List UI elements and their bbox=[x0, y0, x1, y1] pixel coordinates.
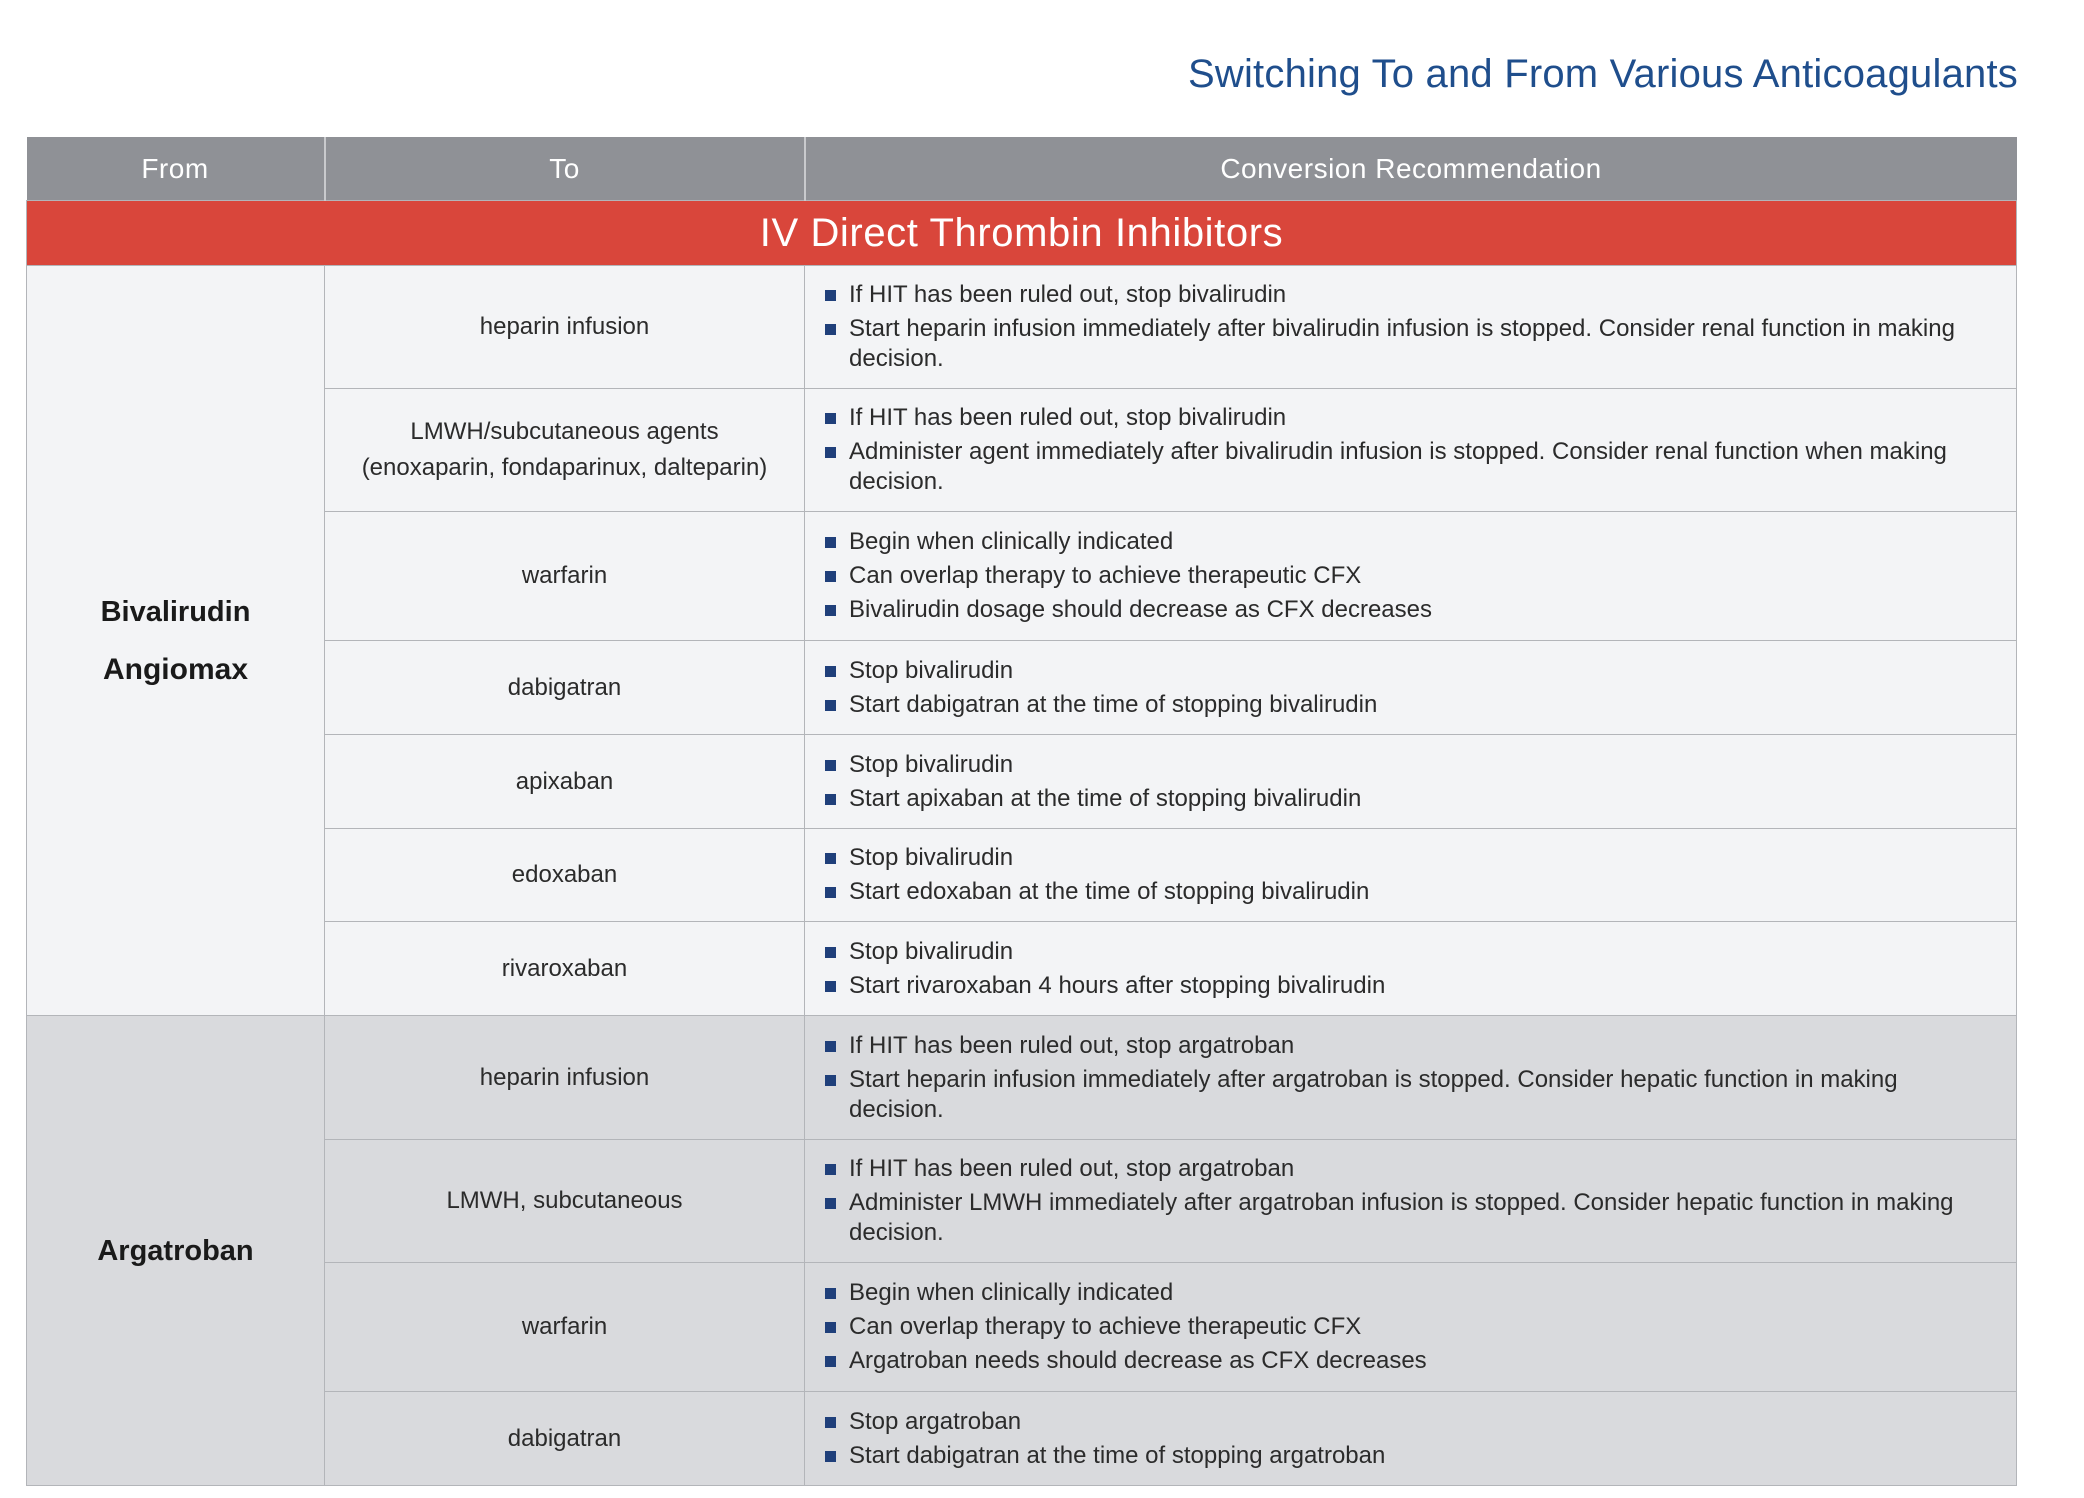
from-drug-cell bbox=[27, 266, 325, 1016]
conversion-table-wrapper bbox=[26, 137, 2016, 1486]
square-bullet-icon bbox=[825, 413, 836, 424]
square-bullet-icon bbox=[825, 1322, 836, 1333]
to-drug-cell bbox=[325, 1392, 805, 1486]
square-bullet-icon bbox=[825, 981, 836, 992]
to-drug-cell bbox=[325, 266, 805, 389]
recommendation-cell bbox=[805, 389, 2017, 512]
table-row bbox=[27, 1140, 2017, 1263]
section-title: IV Direct Thrombin Inhibitors bbox=[27, 201, 2017, 266]
recommendation-text: If HIT has been ruled out, stop bivalirudin bbox=[849, 281, 1287, 308]
recommendation-text: Can overlap therapy to achieve therapeutic CFX bbox=[849, 562, 1362, 589]
recommendation-cell bbox=[805, 641, 2017, 735]
recommendation-list bbox=[823, 403, 1976, 497]
header-row bbox=[27, 137, 2017, 201]
recommendation-cell bbox=[805, 735, 2017, 829]
table-row bbox=[27, 922, 2017, 1016]
to-drug-cell bbox=[325, 1263, 805, 1392]
recommendation-text: Bivalirudin dosage should decrease as CFX decreases bbox=[849, 596, 1432, 623]
recommendation-item bbox=[823, 1154, 1976, 1184]
to-drug-label: rivaroxaban bbox=[501, 954, 628, 982]
square-bullet-icon bbox=[825, 1198, 836, 1209]
recommendation-item bbox=[823, 690, 1976, 720]
to-drug-label: heparin infusion bbox=[479, 313, 650, 340]
square-bullet-icon bbox=[825, 537, 836, 548]
recommendation-item bbox=[823, 843, 1976, 873]
table-row bbox=[27, 512, 2017, 641]
recommendation-list bbox=[823, 1407, 1976, 1471]
recommendation-list bbox=[823, 750, 1976, 814]
recommendation-cell bbox=[805, 1392, 2017, 1486]
recommendation-item bbox=[823, 656, 1976, 686]
recommendation-item bbox=[823, 280, 1976, 310]
to-drug-label: dabigatran bbox=[507, 1424, 622, 1452]
recommendation-text: Can overlap therapy to achieve therapeutic CFX bbox=[849, 1313, 1362, 1340]
table-row bbox=[27, 1392, 2017, 1486]
to-drug-cell bbox=[325, 512, 805, 641]
recommendation-item bbox=[823, 784, 1976, 814]
recommendation-text: If HIT has been ruled out, stop argatroban bbox=[849, 1031, 1295, 1059]
to-drug-label: apixaban bbox=[515, 767, 614, 795]
from-drug-name: Argatroban bbox=[97, 1234, 254, 1267]
to-drug-label: heparin infusion bbox=[479, 1063, 650, 1091]
page-title: Switching To and From Various Anticoagulants bbox=[1188, 52, 2018, 96]
recommendation-text: Start heparin infusion immediately after argatroban is stopped. Consider hepatic function in making decision. bbox=[849, 1065, 1898, 1123]
square-bullet-icon bbox=[825, 1356, 836, 1367]
recommendation-text: If HIT has been ruled out, stop argatroban bbox=[849, 1155, 1295, 1182]
recommendation-text: Argatroban needs should decrease as CFX decreases bbox=[849, 1347, 1427, 1374]
recommendation-text: Stop bivalirudin bbox=[849, 937, 1014, 965]
square-bullet-icon bbox=[825, 1288, 836, 1299]
recommendation-text: Begin when clinically indicated bbox=[849, 528, 1174, 555]
square-bullet-icon bbox=[825, 666, 836, 677]
recommendation-text: Stop bivalirudin bbox=[849, 844, 1014, 871]
recommendation-text: Start heparin infusion immediately after bivalirudin infusion is stopped. Consider renal function in making decision. bbox=[849, 315, 1955, 372]
recommendation-item bbox=[823, 1065, 1976, 1125]
recommendation-cell bbox=[805, 1263, 2017, 1392]
recommendation-item bbox=[823, 1278, 1976, 1308]
square-bullet-icon bbox=[825, 1041, 836, 1052]
recommendation-list bbox=[823, 1278, 1976, 1376]
recommendation-list bbox=[823, 656, 1976, 720]
square-bullet-icon bbox=[825, 447, 836, 458]
column-header-from: From bbox=[27, 137, 325, 201]
to-drug-cell bbox=[325, 735, 805, 829]
recommendation-list bbox=[823, 527, 1976, 625]
column-header-recommendation: Conversion Recommendation bbox=[805, 137, 2017, 201]
to-drug-cell bbox=[325, 1140, 805, 1263]
recommendation-item bbox=[823, 561, 1976, 591]
recommendation-cell bbox=[805, 1140, 2017, 1263]
recommendation-item bbox=[823, 437, 1976, 497]
table-row bbox=[27, 389, 2017, 512]
recommendation-text: Stop bivalirudin bbox=[849, 750, 1014, 778]
recommendation-item bbox=[823, 595, 1976, 625]
table-row bbox=[27, 1016, 2017, 1140]
recommendation-item bbox=[823, 877, 1976, 907]
square-bullet-icon bbox=[825, 887, 836, 898]
to-drug-label: (enoxaparin, fondaparinux, dalteparin) bbox=[361, 454, 768, 481]
square-bullet-icon bbox=[825, 794, 836, 805]
column-header-to: To bbox=[325, 137, 805, 201]
table-row bbox=[27, 641, 2017, 735]
recommendation-item bbox=[823, 1312, 1976, 1342]
square-bullet-icon bbox=[825, 290, 836, 301]
to-drug-label: dabigatran bbox=[507, 673, 622, 701]
recommendation-text: Stop argatroban bbox=[849, 1407, 1022, 1435]
from-drug-name: Bivalirudin bbox=[100, 595, 251, 628]
recommendation-list bbox=[823, 280, 1976, 374]
square-bullet-icon bbox=[825, 1451, 836, 1462]
recommendation-text: Start rivaroxaban 4 hours after stopping bivalirudin bbox=[849, 971, 1386, 999]
to-drug-cell bbox=[325, 829, 805, 922]
square-bullet-icon bbox=[825, 1417, 836, 1428]
table-row bbox=[27, 735, 2017, 829]
recommendation-cell bbox=[805, 829, 2017, 922]
recommendation-item bbox=[823, 750, 1976, 780]
recommendation-list bbox=[823, 843, 1976, 907]
square-bullet-icon bbox=[825, 605, 836, 616]
to-drug-cell bbox=[325, 922, 805, 1016]
table-row bbox=[27, 1263, 2017, 1392]
from-drug-cell bbox=[27, 1016, 325, 1486]
recommendation-item bbox=[823, 1441, 1976, 1471]
recommendation-list bbox=[823, 937, 1976, 1001]
recommendation-text: Administer agent immediately after bivalirudin infusion is stopped. Consider renal function when making decision. bbox=[849, 438, 1947, 495]
recommendation-cell bbox=[805, 1016, 2017, 1140]
recommendation-item bbox=[823, 1031, 1976, 1061]
recommendation-item bbox=[823, 314, 1976, 374]
recommendation-text: Begin when clinically indicated bbox=[849, 1279, 1174, 1306]
recommendation-text: Start apixaban at the time of stopping bivalirudin bbox=[849, 784, 1362, 812]
recommendation-text: If HIT has been ruled out, stop bivalirudin bbox=[849, 404, 1287, 431]
square-bullet-icon bbox=[825, 700, 836, 711]
recommendation-item bbox=[823, 1188, 1976, 1248]
table-header bbox=[27, 137, 2017, 201]
to-drug-label: LMWH/subcutaneous agents bbox=[410, 418, 719, 445]
to-drug-label: edoxaban bbox=[511, 861, 618, 888]
square-bullet-icon bbox=[825, 324, 836, 335]
recommendation-item bbox=[823, 937, 1976, 967]
recommendation-text: Start dabigatran at the time of stopping argatroban bbox=[849, 1441, 1386, 1469]
recommendation-cell bbox=[805, 922, 2017, 1016]
to-drug-cell bbox=[325, 1016, 805, 1140]
recommendation-item bbox=[823, 1346, 1976, 1376]
recommendation-text: Start dabigatran at the time of stopping bivalirudin bbox=[849, 690, 1378, 718]
square-bullet-icon bbox=[825, 1075, 836, 1086]
recommendation-item bbox=[823, 527, 1976, 557]
recommendation-text: Start edoxaban at the time of stopping bivalirudin bbox=[849, 878, 1370, 905]
recommendation-text: Stop bivalirudin bbox=[849, 656, 1014, 684]
square-bullet-icon bbox=[825, 1164, 836, 1175]
square-bullet-icon bbox=[825, 853, 836, 864]
recommendation-list bbox=[823, 1031, 1976, 1125]
square-bullet-icon bbox=[825, 947, 836, 958]
recommendation-cell bbox=[805, 266, 2017, 389]
recommendation-list bbox=[823, 1154, 1976, 1248]
recommendation-item bbox=[823, 1407, 1976, 1437]
section-header-row bbox=[27, 201, 2017, 266]
recommendation-text: Administer LMWH immediately after argatroban infusion is stopped. Consider hepatic function in making decision. bbox=[849, 1189, 1954, 1246]
from-drug-brand: Angiomax bbox=[102, 652, 249, 686]
to-drug-cell bbox=[325, 641, 805, 735]
recommendation-item bbox=[823, 403, 1976, 433]
square-bullet-icon bbox=[825, 760, 836, 771]
table-row bbox=[27, 829, 2017, 922]
square-bullet-icon bbox=[825, 571, 836, 582]
recommendation-cell bbox=[805, 512, 2017, 641]
table-row bbox=[27, 266, 2017, 389]
to-drug-label: warfarin bbox=[521, 562, 608, 589]
to-drug-label: LMWH, subcutaneous bbox=[446, 1187, 683, 1214]
to-drug-label: warfarin bbox=[521, 1313, 608, 1340]
recommendation-item bbox=[823, 971, 1976, 1001]
table-body bbox=[27, 201, 2017, 1486]
conversion-table bbox=[26, 137, 2017, 1486]
to-drug-cell bbox=[325, 389, 805, 512]
